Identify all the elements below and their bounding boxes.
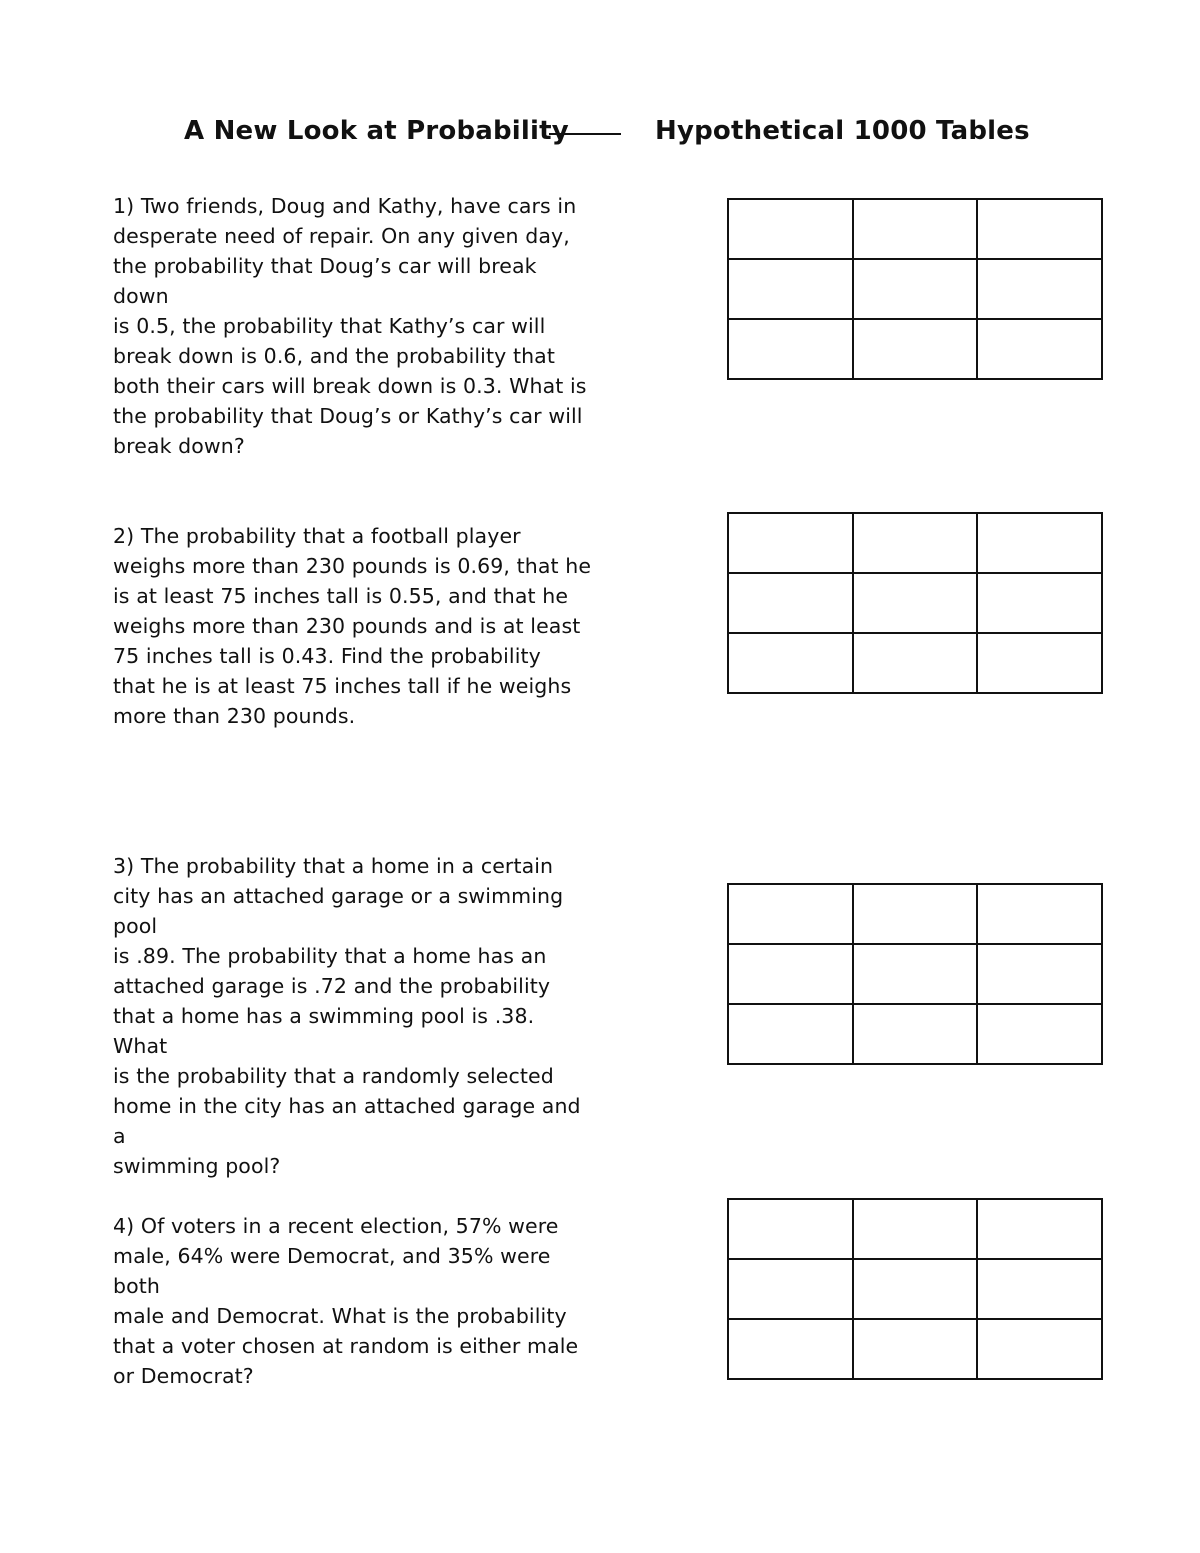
problem-line: is .89. The probability that a home has an [113, 944, 547, 968]
table-cell[interactable] [977, 1259, 1102, 1319]
table-cell[interactable] [728, 319, 853, 379]
table-cell[interactable] [728, 944, 853, 1004]
table-cell[interactable] [977, 259, 1102, 319]
page-title: A New Look at Probability [184, 116, 569, 146]
table-cell[interactable] [853, 1259, 978, 1319]
problem-line: break down? [113, 434, 245, 458]
table-cell[interactable] [977, 884, 1102, 944]
problem-3-text [113, 851, 593, 1181]
problem-line: male, 64% were Democrat, and 35% were both [113, 1244, 551, 1298]
problem-1-text [113, 191, 593, 461]
problem-line: that a voter chosen at random is either male [113, 1334, 579, 1358]
table-cell[interactable] [728, 513, 853, 573]
table-cell[interactable] [728, 1259, 853, 1319]
problem-line: is 0.5, the probability that Kathy’s car will [113, 314, 546, 338]
problem-line: swimming pool? [113, 1154, 281, 1178]
problem-line: the probability that Doug’s or Kathy’s car will [113, 404, 583, 428]
table-cell[interactable] [853, 1004, 978, 1064]
problem-line: that a home has a swimming pool is .38. What [113, 1004, 535, 1058]
problem-line: attached garage is .72 and the probability [113, 974, 551, 998]
table-cell[interactable] [977, 319, 1102, 379]
problem-line: break down is 0.6, and the probability that [113, 344, 555, 368]
problem-line: is at least 75 inches tall is 0.55, and that he [113, 584, 569, 608]
table-cell[interactable] [853, 633, 978, 693]
table-cell[interactable] [977, 513, 1102, 573]
problem-2-table [727, 512, 1103, 694]
page-subtitle: Hypothetical 1000 Tables [655, 116, 1030, 146]
table-cell[interactable] [853, 1199, 978, 1259]
table-cell[interactable] [977, 633, 1102, 693]
table-cell[interactable] [853, 944, 978, 1004]
problem-line: weighs more than 230 pounds is 0.69, that he [113, 554, 592, 578]
table-cell[interactable] [853, 513, 978, 573]
problem-line: home in the city has an attached garage and a [113, 1094, 581, 1148]
table-cell[interactable] [728, 884, 853, 944]
table-cell[interactable] [728, 573, 853, 633]
table-cell[interactable] [728, 1004, 853, 1064]
page-header [0, 116, 1200, 156]
problem-1-table [727, 198, 1103, 380]
table-cell[interactable] [853, 259, 978, 319]
table-cell[interactable] [728, 199, 853, 259]
problem-line: is the probability that a randomly selected [113, 1064, 554, 1088]
problem-line: 75 inches tall is 0.43. Find the probability [113, 644, 541, 668]
problem-line: city has an attached garage or a swimming pool [113, 884, 564, 938]
table-cell[interactable] [728, 1319, 853, 1379]
table-cell[interactable] [853, 1319, 978, 1379]
table-cell[interactable] [853, 573, 978, 633]
table-cell[interactable] [977, 1004, 1102, 1064]
problem-line: that he is at least 75 inches tall if he weighs [113, 674, 572, 698]
title-separator-line [549, 133, 621, 135]
problem-3-table [727, 883, 1103, 1065]
problem-line: the probability that Doug’s car will break down [113, 254, 537, 308]
problem-line: 1) Two friends, Doug and Kathy, have cars in [113, 194, 577, 218]
table-cell[interactable] [853, 199, 978, 259]
table-cell[interactable] [977, 1319, 1102, 1379]
table-cell[interactable] [728, 1199, 853, 1259]
problem-line: weighs more than 230 pounds and is at least [113, 614, 581, 638]
table-cell[interactable] [977, 1199, 1102, 1259]
problem-line: 3) The probability that a home in a certain [113, 854, 554, 878]
problem-line: 4) Of voters in a recent election, 57% were [113, 1214, 559, 1238]
problem-2-text [113, 521, 593, 731]
problem-line: desperate need of repair. On any given day, [113, 224, 570, 248]
table-cell[interactable] [977, 199, 1102, 259]
table-cell[interactable] [977, 573, 1102, 633]
problem-line: more than 230 pounds. [113, 704, 356, 728]
table-cell[interactable] [728, 259, 853, 319]
problem-line: male and Democrat. What is the probability [113, 1304, 567, 1328]
problem-4-table [727, 1198, 1103, 1380]
problem-line: 2) The probability that a football player [113, 524, 521, 548]
table-cell[interactable] [853, 884, 978, 944]
problem-line: both their cars will break down is 0.3. What is [113, 374, 587, 398]
table-cell[interactable] [977, 944, 1102, 1004]
problem-4-text [113, 1211, 593, 1391]
problem-line: or Democrat? [113, 1364, 254, 1388]
table-cell[interactable] [853, 319, 978, 379]
table-cell[interactable] [728, 633, 853, 693]
